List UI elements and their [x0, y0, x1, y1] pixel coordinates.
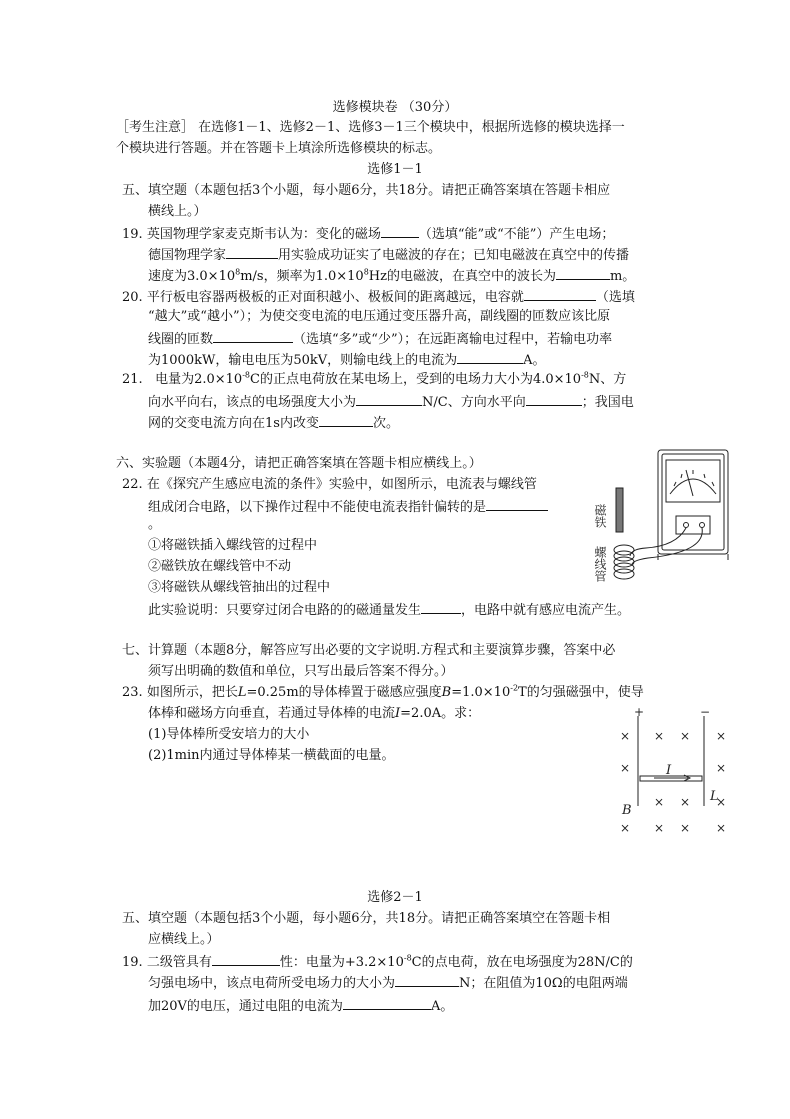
field-crosses — [620, 729, 726, 835]
m1-q20-line-3 — [148, 328, 612, 350]
text: ；我国电 — [581, 395, 634, 410]
label-length-L: L — [710, 789, 719, 804]
superscript: 8 — [363, 267, 369, 277]
m1-section6: 六、实验题（本题4分，请把正确答案填在答题卡相应横线上。） — [116, 456, 482, 471]
page-title: 选修模块卷 （30分） — [332, 100, 458, 115]
field-cross-mark: × — [620, 729, 631, 743]
text: 英国物理学家麦克斯韦认为：变化的磁场 — [146, 227, 381, 242]
superscript: -8 — [242, 370, 250, 380]
answer-blank — [381, 223, 419, 238]
label-field-B: B — [622, 803, 632, 818]
m1-q22-line-1 — [122, 475, 537, 495]
m1-q19-line-1 — [122, 223, 614, 245]
text: N；在阻值为10Ω的电阻两端 — [459, 976, 628, 991]
m1-q22-option-2: ②磁铁放在螺线管中不动 — [148, 559, 292, 574]
text: 网的交变电流方向在1s内改变 — [148, 416, 319, 431]
field-cross-mark: × — [654, 795, 665, 809]
answer-blank — [226, 244, 278, 259]
m1-q20-line-4 — [148, 349, 546, 371]
text: 向水平向右，该点的电场强度大小为 — [148, 395, 357, 410]
text: 在《探究产生感应电流的条件》实验中，如图所示，电流表与螺线管 — [146, 477, 537, 492]
text: 组成闭合电路，以下操作过程中不能使电流表指针偏转的是 — [148, 500, 487, 515]
text: 平行板电容器两极板的正对面积越小、极板间的距离越远，电容就 — [146, 290, 524, 305]
field-cross-mark: × — [680, 795, 691, 809]
m1-section7-line-1: 七、计算题（本题8分，解答应写出必要的文字说明.方程式和主要演算步骤，答案中必 — [122, 643, 616, 658]
text: 加20V的电压，通过电阻的电流为 — [148, 999, 343, 1014]
m1-q21-line-2 — [148, 391, 634, 413]
answer-blank — [213, 328, 293, 343]
text: N、方 — [588, 372, 627, 387]
m1-q22-line-7 — [148, 599, 630, 621]
m2-q19-line-2 — [148, 972, 628, 994]
answer-blank — [486, 496, 548, 511]
m2-section5-line-2: 应横线上。） — [148, 932, 220, 947]
symbol-L: L — [237, 685, 247, 700]
fig-label-magnet: 磁铁 — [593, 504, 607, 528]
text: 性：电量为+3.2×10 — [279, 955, 404, 970]
text: =0.25m的导体棒置于磁感应强度 — [246, 685, 442, 700]
notice-line-1: ［考生注意］ 在选修1－1、选修2－1、选修3－1三个模块中，根据所选修的模块选择一 — [116, 120, 625, 135]
text: （选填“多”或“少”）；在远距离输电过程中，若输电功率 — [293, 332, 613, 347]
answer-blank — [356, 391, 422, 406]
question-number: 21. — [122, 372, 143, 387]
superscript: -8 — [581, 370, 589, 380]
text: 此实验说明：只要穿过闭合电路的的磁通量发生 — [148, 603, 422, 618]
text: 匀强电场中，该点电荷所受电场力的大小为 — [148, 976, 396, 991]
field-cross-mark: × — [654, 729, 665, 743]
text: A。 — [523, 353, 546, 368]
m1-q19-line-3 — [148, 265, 635, 287]
text: 如图所示，把长 — [146, 685, 238, 700]
field-cross-mark: × — [680, 729, 691, 743]
answer-blank — [212, 951, 280, 966]
answer-blank — [524, 286, 596, 301]
symbol-B: B — [441, 685, 452, 700]
field-cross-mark: × — [620, 761, 631, 775]
superscript: 8 — [235, 267, 241, 277]
m2-section5-line-1: 五、填空题（本题包括3个小题，每小题6分，共18分。请把正确答案填空在答题卡相 — [122, 911, 611, 926]
magnet-bar — [616, 488, 623, 532]
question-number: 20. — [122, 290, 143, 305]
m1-q23-line-1 — [122, 683, 644, 703]
m2-q19-line-1 — [122, 951, 633, 973]
question-number: 23. — [122, 685, 143, 700]
answer-blank — [421, 599, 461, 614]
text: Hz的电磁波，在真空中的波长为 — [368, 269, 556, 284]
text: ，电路中就有感应电流产生。 — [461, 603, 631, 618]
m1-q22-option-1: ①将磁铁插入螺线管的过程中 — [148, 538, 318, 553]
galvanometer-figure — [586, 446, 736, 592]
superscript: -8 — [403, 953, 412, 963]
question-number: 19. — [122, 227, 143, 242]
answer-blank — [319, 412, 373, 427]
m1-section5-line-1: 五、填空题（本题包括3个小题，每小题6分，共18分。请把正确答案填在答题卡相应 — [122, 183, 611, 198]
text: （选填 — [595, 290, 635, 305]
text: 为1000kW，输电电压为50kV，则输电线上的电流为 — [148, 353, 458, 368]
wire — [632, 528, 702, 564]
m1-q21-line-3 — [148, 412, 399, 434]
fig-label-solenoid: 螺线管 — [593, 546, 607, 582]
field-cross-mark: × — [716, 795, 727, 809]
text: 德国物理学家 — [148, 248, 227, 263]
m1-q19-line-2 — [148, 244, 629, 266]
text: =1.0×10 — [451, 685, 511, 700]
symbol-I: I — [395, 706, 401, 721]
field-cross-mark: × — [716, 729, 727, 743]
magnetic-field-figure — [608, 702, 732, 844]
solenoid-coil — [614, 545, 634, 579]
terminal-minus: − — [700, 705, 711, 719]
field-cross-mark: × — [680, 821, 691, 835]
text: T的匀强磁强中，使导 — [518, 685, 644, 700]
text: N/C、方向水平向 — [422, 395, 526, 410]
text: 线圈的匝数 — [148, 332, 214, 347]
m1-q22-line-3: 。 — [148, 517, 162, 532]
module2-heading: 选修2－1 — [367, 890, 423, 905]
label-current-I: I — [666, 763, 672, 778]
field-cross-mark: × — [716, 761, 727, 775]
meter-needle — [686, 470, 693, 496]
m2-q19-line-3 — [148, 995, 453, 1017]
text: m。 — [609, 269, 636, 284]
field-cross-mark: × — [654, 821, 665, 835]
text: =2.0A。求： — [400, 706, 481, 721]
text: 用实验成功证实了电磁波的存在；已知电磁波在真空中的传播 — [278, 248, 630, 263]
m1-q20-line-2: “越大”或“越小”）；为使交变电流的电压通过变压器升高，副线圈的匝数应该比原 — [148, 309, 611, 324]
field-cross-mark: × — [716, 821, 727, 835]
answer-blank — [395, 972, 459, 987]
text: 二级管具有 — [146, 955, 212, 970]
question-number: 19. — [122, 955, 143, 970]
text: 速度为3.0×10 — [148, 269, 236, 284]
answer-blank — [343, 995, 431, 1010]
m1-q22-line-2 — [148, 496, 548, 518]
field-cross-mark: × — [620, 821, 631, 835]
text: m/s，频率为1.0×10 — [240, 269, 364, 284]
m1-q20-line-1 — [122, 286, 635, 308]
m1-q23-line-2 — [148, 704, 480, 724]
answer-blank — [556, 265, 610, 280]
text: A。 — [430, 999, 454, 1014]
m1-q23-part-1: (1)导体棒所受安培力的大小 — [148, 727, 310, 742]
m1-section7-line-2: 须写出明确的数值和单位，只写出最后答案不得分。） — [148, 664, 454, 679]
text: C的点电荷，放在电场强度为28N/C的 — [411, 955, 633, 970]
m1-q23-part-2: (2)1min内通过导体棒某一横截面的电量。 — [148, 748, 395, 763]
answer-blank — [526, 391, 582, 406]
notice-line-2: 个模块进行答题。并在答题卡上填涂所选修模块的标志。 — [116, 141, 442, 156]
terminal-plus: + — [634, 705, 645, 719]
m1-section5-line-2: 横线上。） — [148, 204, 207, 219]
m1-q21-line-1 — [122, 370, 626, 390]
text: 电量为2.0×10 — [155, 372, 243, 387]
m1-q22-option-3: ③将磁铁从螺线管抽出的过程中 — [148, 580, 331, 595]
question-number: 22. — [122, 477, 143, 492]
answer-blank — [457, 349, 523, 364]
module1-heading: 选修1－1 — [367, 162, 423, 177]
text: 体棒和磁场方向垂直，若通过导体棒的电流 — [148, 706, 396, 721]
superscript: -2 — [510, 683, 519, 693]
text: C的正点电荷放在某电场上，受到的电场力大小为4.0×10 — [250, 372, 582, 387]
text: （选填“能”或“不能”）产生电场； — [418, 227, 615, 242]
text: 次。 — [372, 416, 399, 431]
